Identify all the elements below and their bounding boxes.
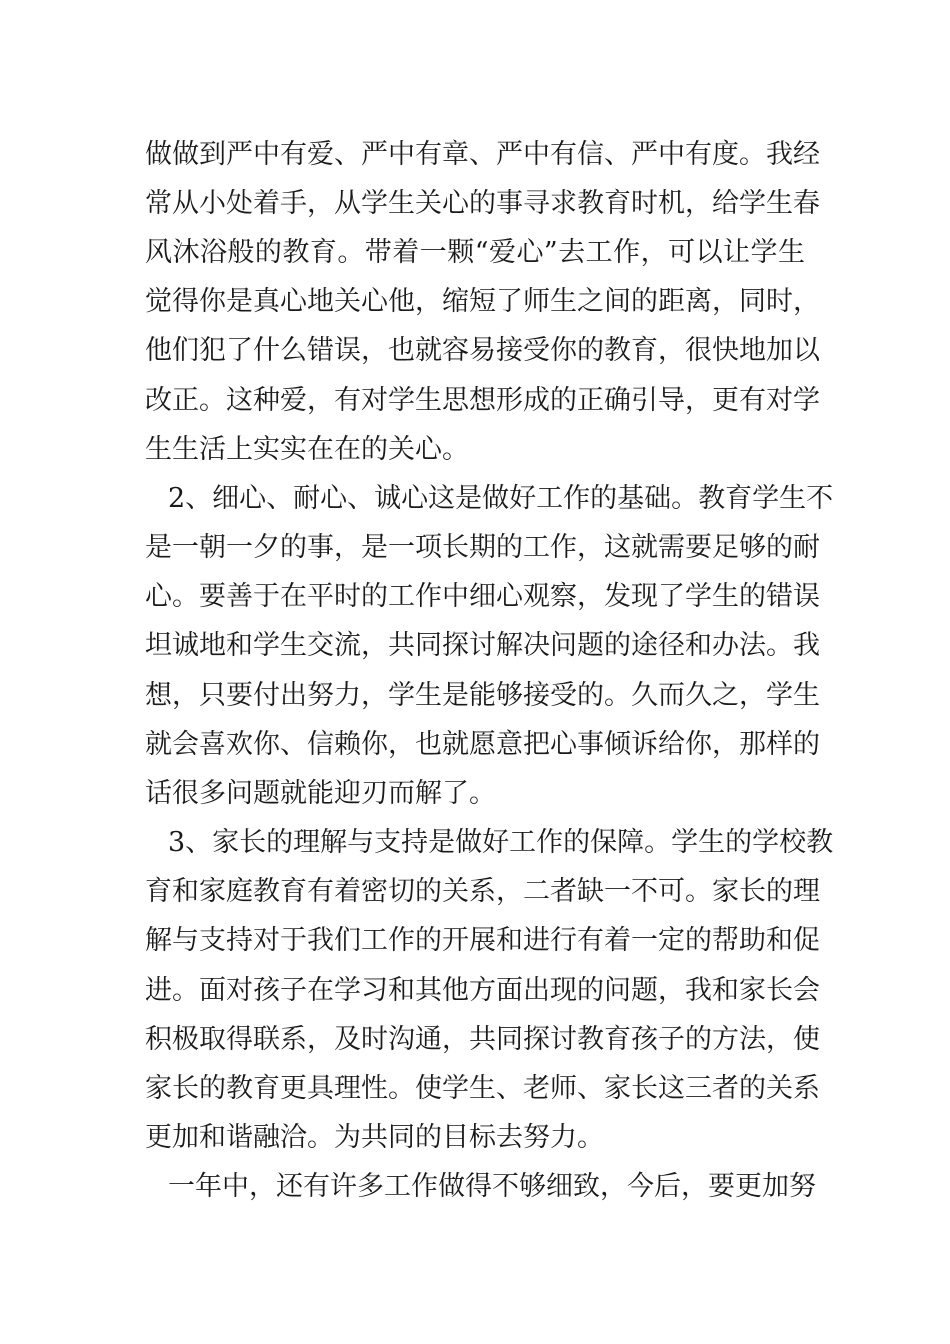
text-line: 育和家庭教育有着密切的关系，二者缺一不可。家长的理 [145,876,820,907]
text-line: 坦诚地和学生交流，共同探讨解决问题的途径和办法。我 [145,630,820,661]
text-line: 做做到严中有爱、严中有章、严中有信、严中有度。我经 [145,139,820,170]
text-line: 他们犯了什么错误，也就容易接受你的教育，很快地加以 [145,335,820,366]
text-line: 风沐浴般的教育。带着一颗“爱心”去工作，可以让学生 [145,237,805,268]
text-line: 常从小处着手，从学生关心的事寻求教育时机，给学生春 [145,188,820,219]
paragraph-start-line: 一年中，还有许多工作做得不够细致，今后，要更加努 [168,1171,816,1202]
text-line: 积极取得联系，及时沟通，共同探讨教育孩子的方法，使 [145,1024,820,1055]
text-line: 解与支持对于我们工作的开展和进行有着一定的帮助和促 [145,925,820,956]
paragraph-start-line: 2、细心、耐心、诚心这是做好工作的基础。教育学生不 [168,483,834,514]
text-line: 想，只要付出努力，学生是能够接受的。久而久之，学生 [145,680,820,711]
text-line: 改正。这种爱，有对学生思想形成的正确引导，更有对学 [145,385,820,416]
text-line: 是一朝一夕的事，是一项长期的工作，这就需要足够的耐 [145,532,820,563]
paragraph-start-line: 3、家长的理解与支持是做好工作的保障。学生的学校教 [168,827,834,858]
text-line: 更加和谐融洽。为共同的目标去努力。 [145,1122,604,1153]
text-line: 觉得你是真心地关心他，缩短了师生之间的距离，同时， [145,286,820,317]
text-line: 家长的教育更具理性。使学生、老师、家长这三者的关系 [145,1073,820,1104]
text-line: 进。面对孩子在学习和其他方面出现的问题，我和家长会 [145,975,820,1006]
text-line: 心。要善于在平时的工作中细心观察，发现了学生的错误 [145,581,820,612]
text-line: 生生活上实实在在的关心。 [145,434,469,465]
text-line: 就会喜欢你、信赖你，也就愿意把心事倾诉给你，那样的 [145,729,820,760]
text-line: 话很多问题就能迎刃而解了。 [145,778,496,809]
